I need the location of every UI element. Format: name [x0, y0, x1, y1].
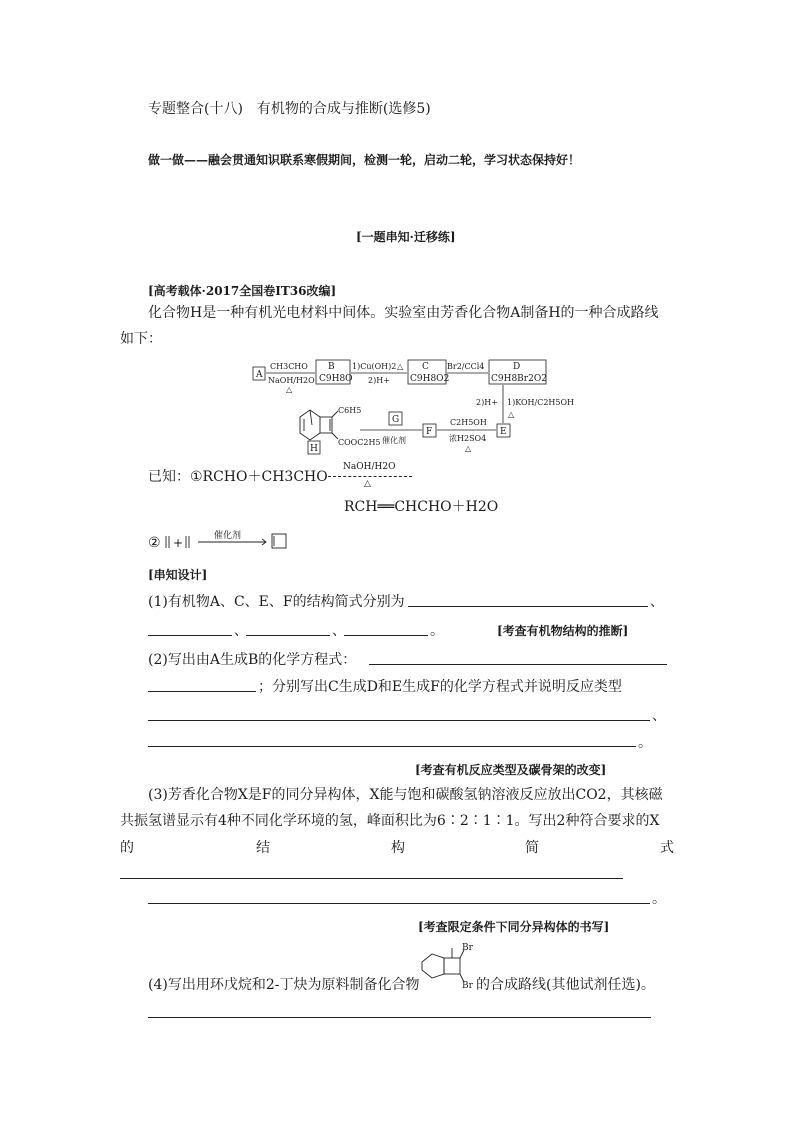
q4-br-2: Br: [462, 981, 473, 991]
known-reaction-1-heat: △: [364, 479, 371, 489]
q2-answer-blank-4[interactable]: [148, 746, 636, 747]
q4-answer-blank[interactable]: [148, 1017, 651, 1018]
q2-tag: [考查有机反应类型及碳骨架的改变]: [415, 763, 607, 777]
q1-answer-blank-a[interactable]: [408, 606, 648, 607]
q4-br-1: Br: [462, 943, 473, 953]
compound-h-sub2: COOC2H5: [338, 438, 381, 447]
page-title: 专题整合(十八) 有机物的合成与推断(选修5): [148, 101, 431, 117]
q2-answer-blank-1[interactable]: [369, 664, 667, 665]
known-label: 已知：: [148, 469, 190, 485]
q2-text: (2)写出由A生成B的化学方程式：: [148, 652, 357, 668]
q1-tag: [考查有机物结构的推断]: [497, 624, 629, 638]
compound-d-name: D: [513, 362, 521, 372]
q3-end: 。: [652, 891, 666, 907]
cond-de-1: 1)KOH/C2H5OH: [507, 398, 575, 407]
compound-g: G: [392, 415, 400, 425]
compound-b-formula: C9H8O: [319, 374, 353, 384]
q2-answer-blank-3[interactable]: [148, 720, 650, 721]
source-label: [高考载体·2017全国卷ⅠT36改编]: [148, 284, 337, 298]
compound-h-sub1: C6H5: [338, 406, 362, 415]
known-reaction-1-condition: NaOH/H2O: [343, 462, 396, 472]
heat-de: △: [508, 410, 515, 419]
q3-word-2: 结: [256, 840, 270, 856]
compound-a: A: [256, 370, 263, 380]
compound-d-formula: C9H8Br2O2: [491, 374, 547, 384]
q1-sep-2: 、: [234, 623, 248, 639]
compound-h: H: [310, 444, 318, 454]
q2-end: 。: [638, 735, 652, 751]
heat-ef: △: [465, 444, 472, 453]
cond-ab-top: CH3CHO: [270, 362, 308, 371]
cond-fh: 催化剂: [382, 436, 406, 445]
q1-answer-blank-c[interactable]: [148, 635, 232, 636]
cond-cd: Br2/CCl4: [447, 362, 485, 371]
compound-c-name: C: [422, 362, 429, 372]
compound-c-formula: C9H8O2: [410, 374, 450, 384]
slogan: 做一做——融会贯通知识联系寒假期间，检测一轮，启动二轮，学习状态保持好！: [148, 153, 581, 167]
q1-answer-blank-f[interactable]: [344, 635, 428, 636]
q3-word-3: 构: [391, 840, 405, 856]
q4-target-compound: [416, 940, 476, 996]
compound-b-name: B: [328, 362, 335, 372]
cond-ab-bottom: NaOH/H2O: [268, 376, 315, 385]
known-reaction-2-scheme: [162, 528, 312, 556]
known-reaction-1-right: RCH══CHCHO＋H2O: [344, 499, 499, 515]
q3-line-1: (3)芳香化合物X是F的同分异构体，X能与饱和碳酸氢钠溶液反应放出CO2，其核磁: [148, 787, 663, 803]
q4-prefix: (4)写出用环戊烷和2-丁炔为原料制备化合物: [148, 977, 420, 993]
q2-line2-text: ；分别写出C生成D和E生成F的化学方程式并说明反应类型: [258, 679, 622, 695]
cond-ef-bottom: 浓H2SO4: [449, 434, 487, 443]
svg-text:+: +: [173, 536, 184, 550]
q3-word-4: 简: [525, 840, 539, 856]
heat-bc: △: [397, 362, 404, 371]
cond-ef-top: C2H5OH: [450, 418, 487, 427]
design-title: [串知设计]: [148, 568, 208, 582]
q3-word-5: 式: [660, 840, 674, 856]
q3-word-1: 的: [120, 840, 134, 856]
known-reaction-1-left: ①RCHO＋CH3CHO: [190, 469, 328, 485]
compound-f: F: [426, 427, 433, 437]
q3-tag: [考查限定条件下同分异构体的书写]: [418, 920, 610, 934]
known-reaction-1-arrow: [328, 476, 412, 477]
q3-line-2: 共振氢谱显示有4种不同化学环境的氢，峰面积比为6∶2∶1∶1。写出2种符合要求的X: [120, 813, 660, 829]
cond-bc-top: 1)Cu(OH)2: [352, 362, 397, 371]
q1-sep-3: 、: [332, 623, 346, 639]
compound-e: E: [500, 427, 507, 437]
known-reaction-2-prefix: ②: [148, 535, 161, 551]
q2-sep: 、: [652, 708, 666, 724]
section-title: [一题串知·迁移练]: [356, 230, 456, 244]
q1-answer-blank-e[interactable]: [246, 635, 330, 636]
q3-answer-blank-2[interactable]: [148, 903, 650, 904]
q2-answer-blank-2[interactable]: [148, 691, 256, 692]
cond-bc-bottom: 2)H+: [368, 376, 390, 385]
cond-de-2: 2)H+: [476, 398, 498, 407]
known-reaction-2-condition: 催化剂: [214, 531, 242, 541]
q1-text: (1)有机物A、C、E、F的结构简式分别为: [148, 594, 405, 610]
q3-answer-blank-1[interactable]: [120, 878, 623, 879]
intro-line-2: 如下：: [120, 331, 162, 347]
q1-sep-1: 、: [650, 594, 664, 610]
compound-h-structure: [300, 410, 338, 440]
q1-end: 。: [430, 623, 444, 639]
intro-line-1: 化合物H是一种有机光电材料中间体。实验室由芳香化合物A制备H的一种合成路线: [148, 305, 659, 321]
q4-suffix: 的合成路线(其他试剂任选)。: [476, 977, 655, 993]
synthesis-scheme: [0, 355, 794, 455]
heat-ab: △: [286, 385, 293, 394]
